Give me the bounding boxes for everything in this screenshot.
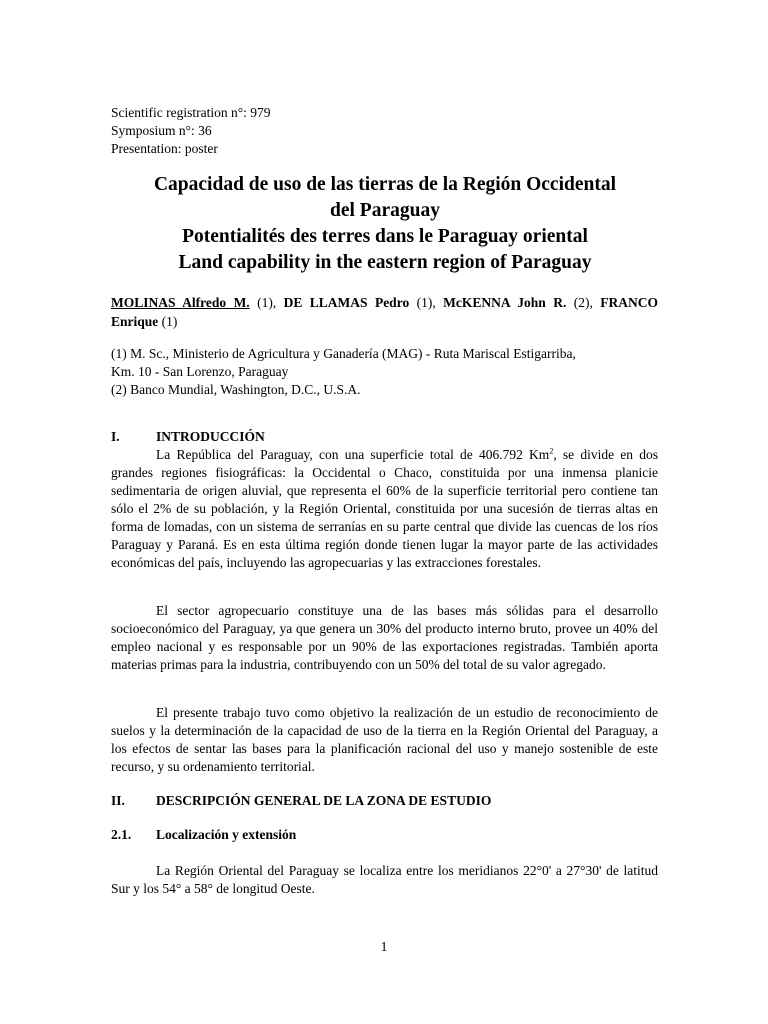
author-affil-ref: (1) bbox=[161, 314, 178, 329]
section-number: I. bbox=[111, 429, 120, 444]
author-name: McKENNA John R. bbox=[443, 295, 567, 310]
title-english: Land capability in the eastern region of Paraguay bbox=[178, 252, 592, 273]
section-heading-intro bbox=[111, 428, 265, 446]
title-spanish-line1: Capacidad de uso de las tierras de la Región Occidental bbox=[153, 174, 617, 195]
affiliation-line: (1) M. Sc., Ministerio de Agricultura y Ganadería (MAG) - Ruta Mariscal Estigarriba, bbox=[111, 346, 576, 361]
section-title: DESCRIPCIÓN GENERAL DE LA ZONA DE ESTUDIO bbox=[156, 793, 492, 808]
section-title: INTRODUCCIÓN bbox=[156, 429, 265, 444]
paragraph-intro: La República del Paraguay, con una superficie total de 406.792 Km$^2$, se divide en dos grandes regiones fisiográficas: la Occidental o Chaco, constituida por una inmensa planicie sedimentaria de origen aluvial, que representa el 60% de la superficie territorial pero contiene tan sólo el 2% de su población, y la Región Oriental, constituida por una sucesión de tierras altas en forma de lomadas, con un sistema de serranías en su parte central que divide las cuencas de los ríos Paraguay y Paraná. Es en esta última región donde tienen lugar la mayor parte de las actividades económicas del país, incluyendo las agropecuarias y las extracciones forestales. bbox=[111, 446, 658, 570]
affiliations bbox=[111, 345, 576, 399]
author-name: FRANCO Enrique bbox=[111, 295, 659, 329]
author-affil-ref: (2), bbox=[573, 295, 593, 310]
subsection-heading-location bbox=[111, 826, 296, 844]
affiliation-line: (2) Banco Mundial, Washington, D.C., U.S.A. bbox=[111, 382, 361, 397]
title-spanish-line2: del Paraguay bbox=[330, 200, 440, 221]
paper-title bbox=[100, 172, 670, 276]
subsection-title: Localización y extensión bbox=[156, 827, 297, 842]
page-number: 1 bbox=[380, 939, 388, 954]
symposium-number: Symposium n°: 36 bbox=[111, 123, 212, 138]
section-number: II. bbox=[111, 793, 125, 808]
author-affil-ref: (1), bbox=[257, 295, 277, 310]
section-heading-zone bbox=[111, 792, 491, 810]
registration-number: Scientific registration n°: 979 bbox=[111, 105, 271, 120]
paragraph-objective: El presente trabajo tuvo como objetivo la realización de un estudio de reconocimiento de suelos y la determinación de la capacidad de uso de la tierra en la Región Oriental del Paraguay, a los efectos de sentar las bases para la planificación racional del uso y manejo sostenible de este recurso, y su ordenamiento territorial. bbox=[111, 705, 658, 774]
subsection-number: 2.1. bbox=[111, 827, 132, 842]
submission-meta bbox=[111, 104, 271, 158]
presentation-type: Presentation: poster bbox=[111, 141, 218, 156]
paragraph-agro-sector: El sector agropecuario constituye una de las bases más sólidas para el desarrollo socioeconómico del Paraguay, ya que genera un 30% del producto interno bruto, provee un 40% del empleo nacional y es responsable por un 90% de las exportaciones registradas. También aporta materias primas para la industria, contribuyendo con un 50% del total de su valor agregado. bbox=[111, 603, 658, 672]
author-list bbox=[111, 293, 658, 331]
author-name: MOLINAS Alfredo M. bbox=[111, 295, 250, 310]
author-name: DE LLAMAS Pedro bbox=[283, 295, 410, 310]
paragraph-location: La Región Oriental del Paraguay se localiza entre los meridianos 22°0' a 27°30' de latitud Sur y los 54° a 58° de longitud Oeste. bbox=[111, 863, 658, 896]
author-affil-ref: (1), bbox=[416, 295, 436, 310]
title-french: Potentialités des terres dans le Paraguay oriental bbox=[182, 226, 588, 247]
affiliation-line: Km. 10 - San Lorenzo, Paraguay bbox=[111, 364, 289, 379]
